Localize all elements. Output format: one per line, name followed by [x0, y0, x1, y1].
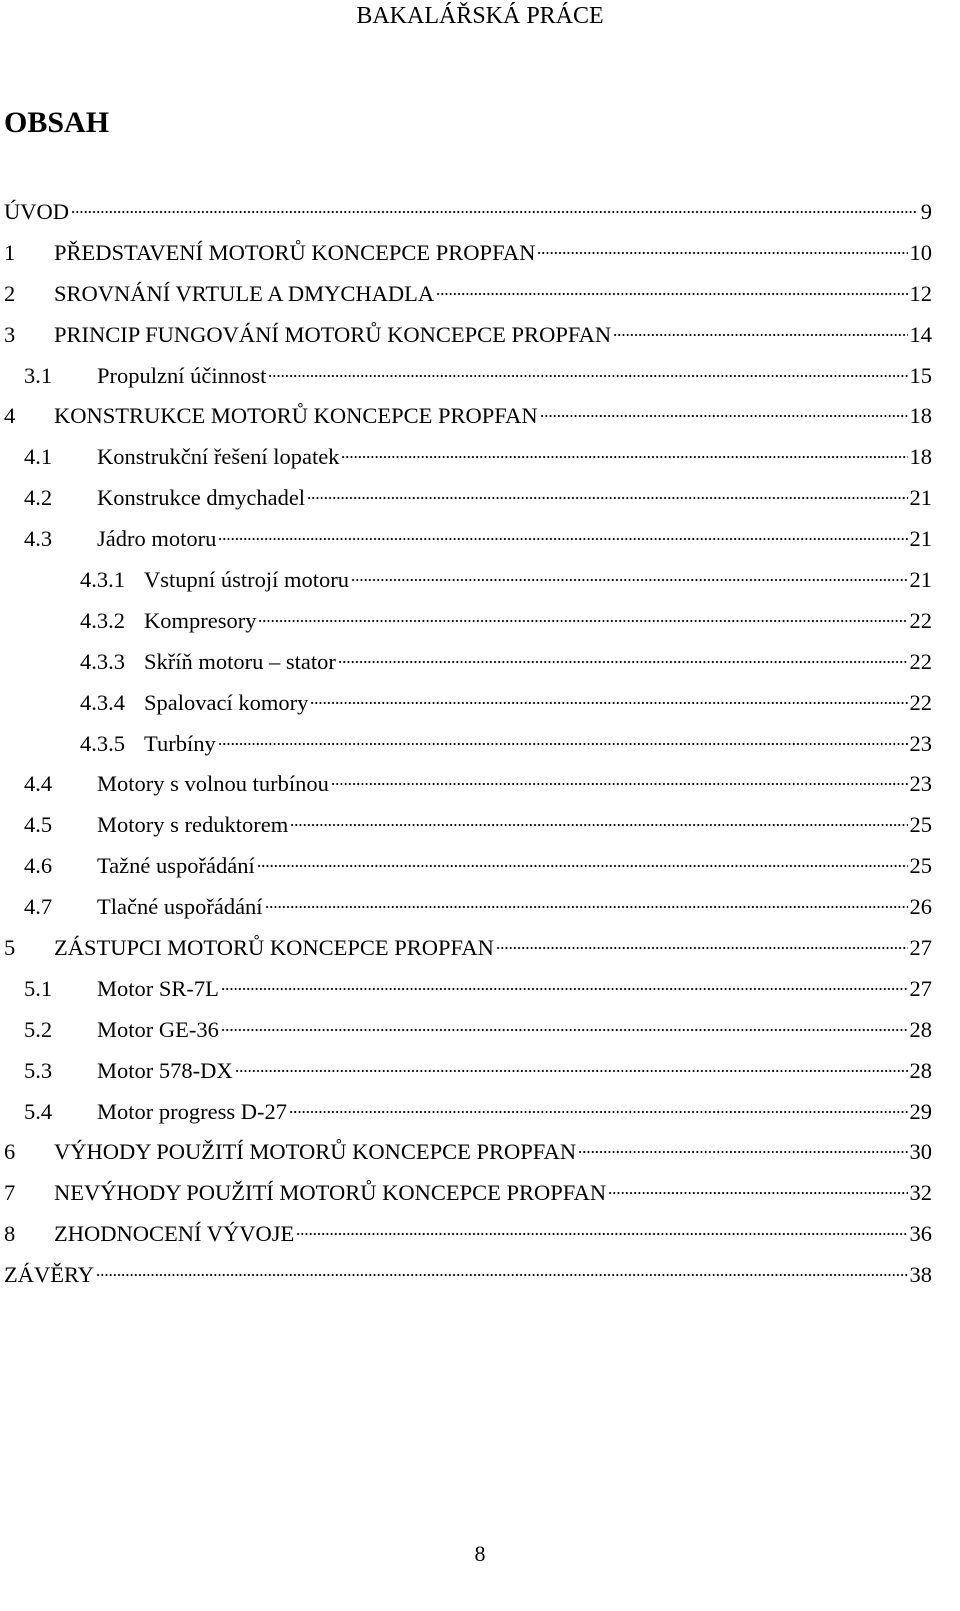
toc-entry-number: 4.3.3: [80, 648, 125, 674]
toc-entry-page: 22: [909, 607, 932, 633]
toc-entry-page: 25: [909, 853, 932, 879]
toc-entry-number: 4.1: [24, 444, 53, 470]
toc-entry-number: 4.3.5: [80, 730, 125, 756]
toc-entry-number: 5.3: [24, 1057, 53, 1083]
dot-leader: [221, 1029, 908, 1031]
toc-entry-title: ZÁSTUPCI MOTORŮ KONCEPCE PROPFAN: [54, 935, 494, 961]
dot-leader: [608, 1192, 907, 1194]
toc-entry-number: 5.1: [24, 975, 53, 1001]
toc-entry-title: Motory s reduktorem: [97, 812, 289, 838]
toc-entry[interactable]: [4, 192, 932, 233]
toc-entry[interactable]: [4, 1132, 932, 1173]
dot-leader: [218, 743, 908, 745]
toc-entry[interactable]: [4, 1010, 932, 1051]
toc-entry[interactable]: [4, 396, 932, 437]
dot-leader: [310, 702, 907, 704]
dot-leader: [307, 497, 907, 499]
toc-entry[interactable]: [4, 724, 932, 765]
toc-entry-number: 2: [4, 280, 16, 306]
toc-entry[interactable]: [4, 519, 932, 560]
toc-entry-page: 10: [909, 239, 932, 265]
toc-entry[interactable]: [4, 887, 932, 928]
toc-entry[interactable]: [4, 969, 932, 1010]
toc-entry-page: 14: [909, 321, 932, 347]
toc-entry[interactable]: [4, 642, 932, 683]
toc-entry-page: 18: [909, 444, 932, 470]
toc-entry[interactable]: [4, 1051, 932, 1092]
toc-entry[interactable]: [4, 356, 932, 397]
toc-entry-page: 21: [909, 567, 932, 593]
contents-heading: OBSAH: [4, 106, 110, 139]
dot-leader: [540, 415, 908, 417]
toc-entry[interactable]: [4, 315, 932, 356]
toc-entry-number: 3: [4, 321, 16, 347]
toc-entry[interactable]: [4, 1255, 932, 1296]
toc-entry-title: NEVÝHODY POUŽITÍ MOTORŮ KONCEPCE PROPFAN: [54, 1180, 607, 1206]
toc-entry-title: Spalovací komory: [144, 689, 309, 715]
toc-entry[interactable]: [4, 764, 932, 805]
dot-leader: [341, 456, 907, 458]
toc-entry-title: ÚVOD: [4, 199, 69, 224]
dot-leader: [613, 334, 907, 336]
toc-entry-number: 5.2: [24, 1016, 53, 1042]
page-header: BAKALÁŘSKÁ PRÁCE: [356, 3, 604, 29]
toc-entry-page: 32: [909, 1180, 932, 1206]
toc-entry-number: 6: [4, 1139, 16, 1165]
table-of-contents: [4, 192, 932, 1296]
toc-entry-title: Motor SR-7L: [97, 975, 219, 1001]
toc-entry-page: 28: [909, 1057, 932, 1083]
toc-entry[interactable]: [4, 1173, 932, 1214]
toc-entry-number: 3.1: [24, 362, 53, 388]
dot-leader: [537, 252, 907, 254]
toc-entry-number: 4.3.2: [80, 607, 125, 633]
toc-entry-title: Jádro motoru: [97, 526, 217, 552]
dot-leader: [331, 783, 908, 785]
dot-leader: [338, 661, 908, 663]
toc-entry-number: 8: [4, 1221, 16, 1247]
toc-entry-page: 36: [909, 1221, 932, 1247]
toc-entry[interactable]: [4, 437, 932, 478]
toc-entry[interactable]: [4, 805, 932, 846]
toc-entry-title: Vstupní ústrojí motoru: [144, 567, 350, 593]
toc-entry-number: 4.7: [24, 894, 53, 920]
toc-entry-title: Motor GE-36: [97, 1016, 219, 1042]
dot-leader: [258, 620, 907, 622]
toc-entry-title: PRINCIP FUNGOVÁNÍ MOTORŮ KONCEPCE PROPFAN: [54, 321, 612, 347]
toc-entry[interactable]: [4, 928, 932, 969]
toc-entry-page: 28: [909, 1016, 932, 1042]
toc-entry-title: Motor progress D-27: [97, 1098, 287, 1124]
toc-entry[interactable]: [4, 683, 932, 724]
toc-entry-title: Motory s volnou turbínou: [97, 771, 329, 797]
toc-entry-page: 27: [909, 935, 932, 961]
toc-entry-page: 30: [909, 1139, 932, 1165]
toc-entry[interactable]: [4, 233, 932, 274]
toc-entry-page: 23: [909, 730, 932, 756]
dot-leader: [289, 1111, 908, 1113]
toc-entry-page: 15: [909, 362, 932, 388]
toc-entry[interactable]: [4, 601, 932, 642]
page-number: 8: [474, 1541, 486, 1566]
toc-entry-title: Propulzní účinnost: [97, 362, 267, 388]
toc-entry-number: 5: [4, 935, 16, 961]
toc-entry-number: 4.2: [24, 485, 53, 511]
toc-entry-page: 9: [920, 199, 932, 224]
toc-entry-title: ZÁVĚRY: [4, 1262, 94, 1288]
toc-entry[interactable]: [4, 274, 932, 315]
dot-leader: [96, 1274, 908, 1276]
toc-entry-number: 4.3.1: [80, 567, 125, 593]
toc-entry-number: 1: [4, 239, 16, 265]
toc-entry-page: 22: [909, 648, 932, 674]
dot-leader: [71, 211, 918, 213]
dot-leader: [265, 906, 908, 908]
dot-leader: [290, 824, 907, 826]
toc-entry-title: Turbíny: [144, 730, 216, 756]
toc-entry[interactable]: [4, 478, 932, 519]
toc-entry-title: Konstrukce dmychadel: [97, 485, 306, 511]
toc-entry-number: 4: [4, 403, 16, 429]
toc-entry-title: KONSTRUKCE MOTORŮ KONCEPCE PROPFAN: [54, 403, 538, 429]
toc-entry[interactable]: [4, 560, 932, 601]
toc-entry[interactable]: [4, 846, 932, 887]
toc-entry-page: 38: [909, 1262, 932, 1288]
dot-leader: [218, 538, 907, 540]
toc-entry-number: 4.3.4: [80, 689, 125, 715]
toc-entry-title: Kompresory: [144, 607, 257, 633]
toc-entry-title: SROVNÁNÍ VRTULE A DMYCHADLA: [54, 280, 435, 306]
toc-entry[interactable]: [4, 1092, 932, 1133]
dot-leader: [436, 293, 907, 295]
toc-entry-number: 4.6: [24, 853, 53, 879]
toc-entry-title: PŘEDSTAVENÍ MOTORŮ KONCEPCE PROPFAN: [54, 239, 536, 265]
toc-entry-number: 4.3: [24, 526, 53, 552]
toc-entry-page: 21: [909, 526, 932, 552]
dot-leader: [496, 947, 908, 949]
toc-entry-title: Skříň motoru – stator: [144, 648, 336, 674]
toc-entry-page: 18: [909, 403, 932, 429]
toc-entry-page: 23: [909, 771, 932, 797]
dot-leader: [235, 1070, 908, 1072]
toc-entry-number: 4.4: [24, 771, 53, 797]
toc-entry-page: 21: [909, 485, 932, 511]
dot-leader: [578, 1151, 907, 1153]
dot-leader: [257, 865, 908, 867]
toc-entry-page: 25: [909, 812, 932, 838]
toc-entry-number: 7: [4, 1180, 16, 1206]
toc-entry-number: 4.5: [24, 812, 53, 838]
toc-entry-title: Konstrukční řešení lopatek: [97, 444, 340, 470]
toc-entry[interactable]: [4, 1214, 932, 1255]
toc-entry-number: 5.4: [24, 1098, 53, 1124]
toc-entry-page: 29: [909, 1098, 932, 1124]
toc-entry-title: Motor 578-DX: [97, 1057, 233, 1083]
dot-leader: [268, 375, 907, 377]
toc-entry-page: 26: [909, 894, 932, 920]
toc-entry-title: Tlačné uspořádání: [97, 894, 263, 920]
toc-entry-page: 22: [909, 689, 932, 715]
toc-entry-title: ZHODNOCENÍ VÝVOJE: [54, 1221, 295, 1247]
dot-leader: [351, 579, 907, 581]
toc-entry-page: 12: [909, 280, 932, 306]
dot-leader: [296, 1233, 907, 1235]
toc-entry-title: VÝHODY POUŽITÍ MOTORŮ KONCEPCE PROPFAN: [54, 1139, 577, 1165]
toc-entry-title: Tažné uspořádání: [97, 853, 255, 879]
dot-leader: [221, 988, 908, 990]
toc-entry-page: 27: [909, 975, 932, 1001]
